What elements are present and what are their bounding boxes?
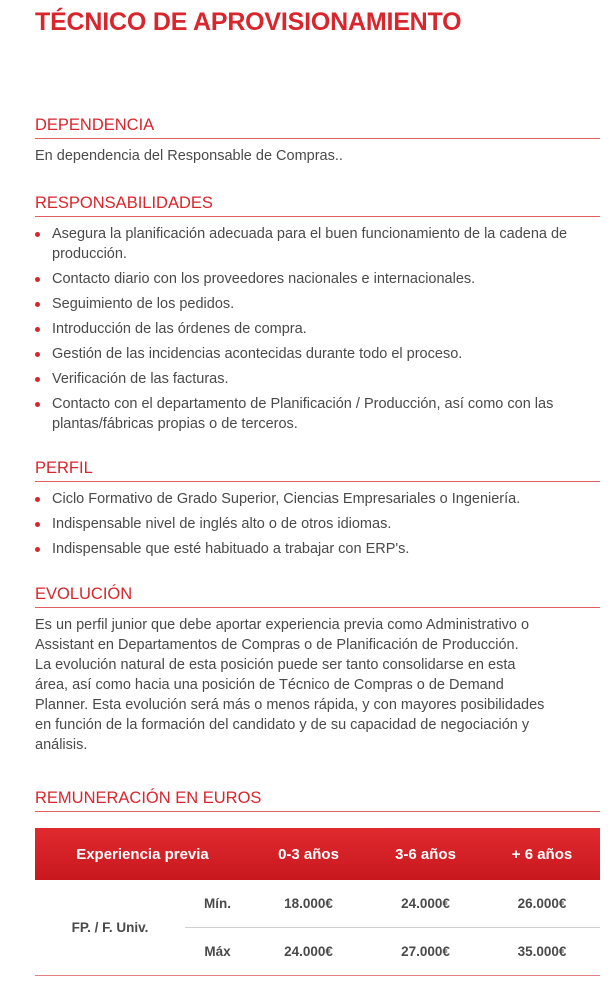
list-item: Ciclo Formativo de Grado Superior, Ciencias Empresariales o Ingeniería. — [35, 489, 600, 509]
list-item: Gestión de las incidencias acontecidas durante todo el proceso. — [35, 344, 600, 364]
bullet-icon — [35, 232, 40, 237]
section-responsabilidades — [35, 194, 600, 439]
list-item: Contacto con el departamento de Planificación / Producción, así como con las plantas/fábricas propias o de terceros. — [35, 394, 600, 434]
table-cell: 24.000€ — [250, 928, 367, 976]
bullet-icon — [35, 522, 40, 527]
list-item: Indispensable nivel de inglés alto o de otros idiomas. — [35, 514, 600, 534]
table-cell: 27.000€ — [367, 928, 484, 976]
table-header-row — [35, 828, 600, 880]
section-remuneracion — [35, 789, 600, 976]
bullet-icon — [35, 547, 40, 552]
table-header: Experiencia previa — [35, 828, 250, 880]
list-item: Asegura la planificación adecuada para el buen funcionamiento de la cadena de producción. — [35, 224, 600, 264]
table-cell: 26.000€ — [484, 880, 600, 928]
evolucion-text: Es un perfil junior que debe aportar experiencia previa como Administrativo o Assistant en Departamentos de Compras o de Planificación de Producción. La evolución natural de esta posición puede ser tanto consolidarse en esta área, así como hacia una posición de Técnico de Compras o de Demand Planner. Esta evolución será más o menos rápida, y con mayores posibilidades en función de la formación del candidato y de su capacidad de negociación y análisis. — [35, 617, 545, 753]
section-heading-evolucion: EVOLUCIÓN — [35, 585, 600, 608]
bullet-icon — [35, 377, 40, 382]
perfil-list — [35, 489, 600, 559]
list-item: Verificación de las facturas. — [35, 369, 600, 389]
bullet-icon — [35, 402, 40, 407]
section-heading-remuneracion: REMUNERACIÓN EN EUROS — [35, 789, 600, 812]
list-item: Contacto diario con los proveedores nacionales e internacionales. — [35, 269, 600, 289]
row-label: FP. / F. Univ. — [35, 880, 185, 976]
section-dependencia — [35, 116, 600, 166]
list-item: Introducción de las órdenes de compra. — [35, 319, 600, 339]
table-header: 3-6 años — [367, 828, 484, 880]
responsabilidades-list — [35, 224, 600, 434]
bullet-icon — [35, 352, 40, 357]
row-sublabel: Máx — [185, 928, 250, 976]
table-header: + 6 años — [484, 828, 600, 880]
bullet-icon — [35, 497, 40, 502]
bullet-icon — [35, 302, 40, 307]
list-item: Indispensable que esté habituado a trabajar con ERP's. — [35, 539, 600, 559]
section-evolucion — [35, 585, 600, 755]
bullet-icon — [35, 327, 40, 332]
remuneracion-table — [35, 828, 600, 976]
section-heading-responsabilidades: RESPONSABILIDADES — [35, 194, 600, 217]
table-header: 0-3 años — [250, 828, 367, 880]
section-heading-perfil: PERFIL — [35, 459, 600, 482]
row-sublabel: Mín. — [185, 880, 250, 928]
list-item: Seguimiento de los pedidos. — [35, 294, 600, 314]
table-cell: 18.000€ — [250, 880, 367, 928]
table-cell: 24.000€ — [367, 880, 484, 928]
dependencia-text: En dependencia del Responsable de Compras.. — [35, 148, 343, 164]
page-title: TÉCNICO DE APROVISIONAMIENTO — [35, 8, 462, 36]
bullet-icon — [35, 277, 40, 282]
table-cell: 35.000€ — [484, 928, 600, 976]
table-row — [35, 880, 600, 928]
section-heading-dependencia: DEPENDENCIA — [35, 116, 600, 139]
section-perfil — [35, 459, 600, 564]
